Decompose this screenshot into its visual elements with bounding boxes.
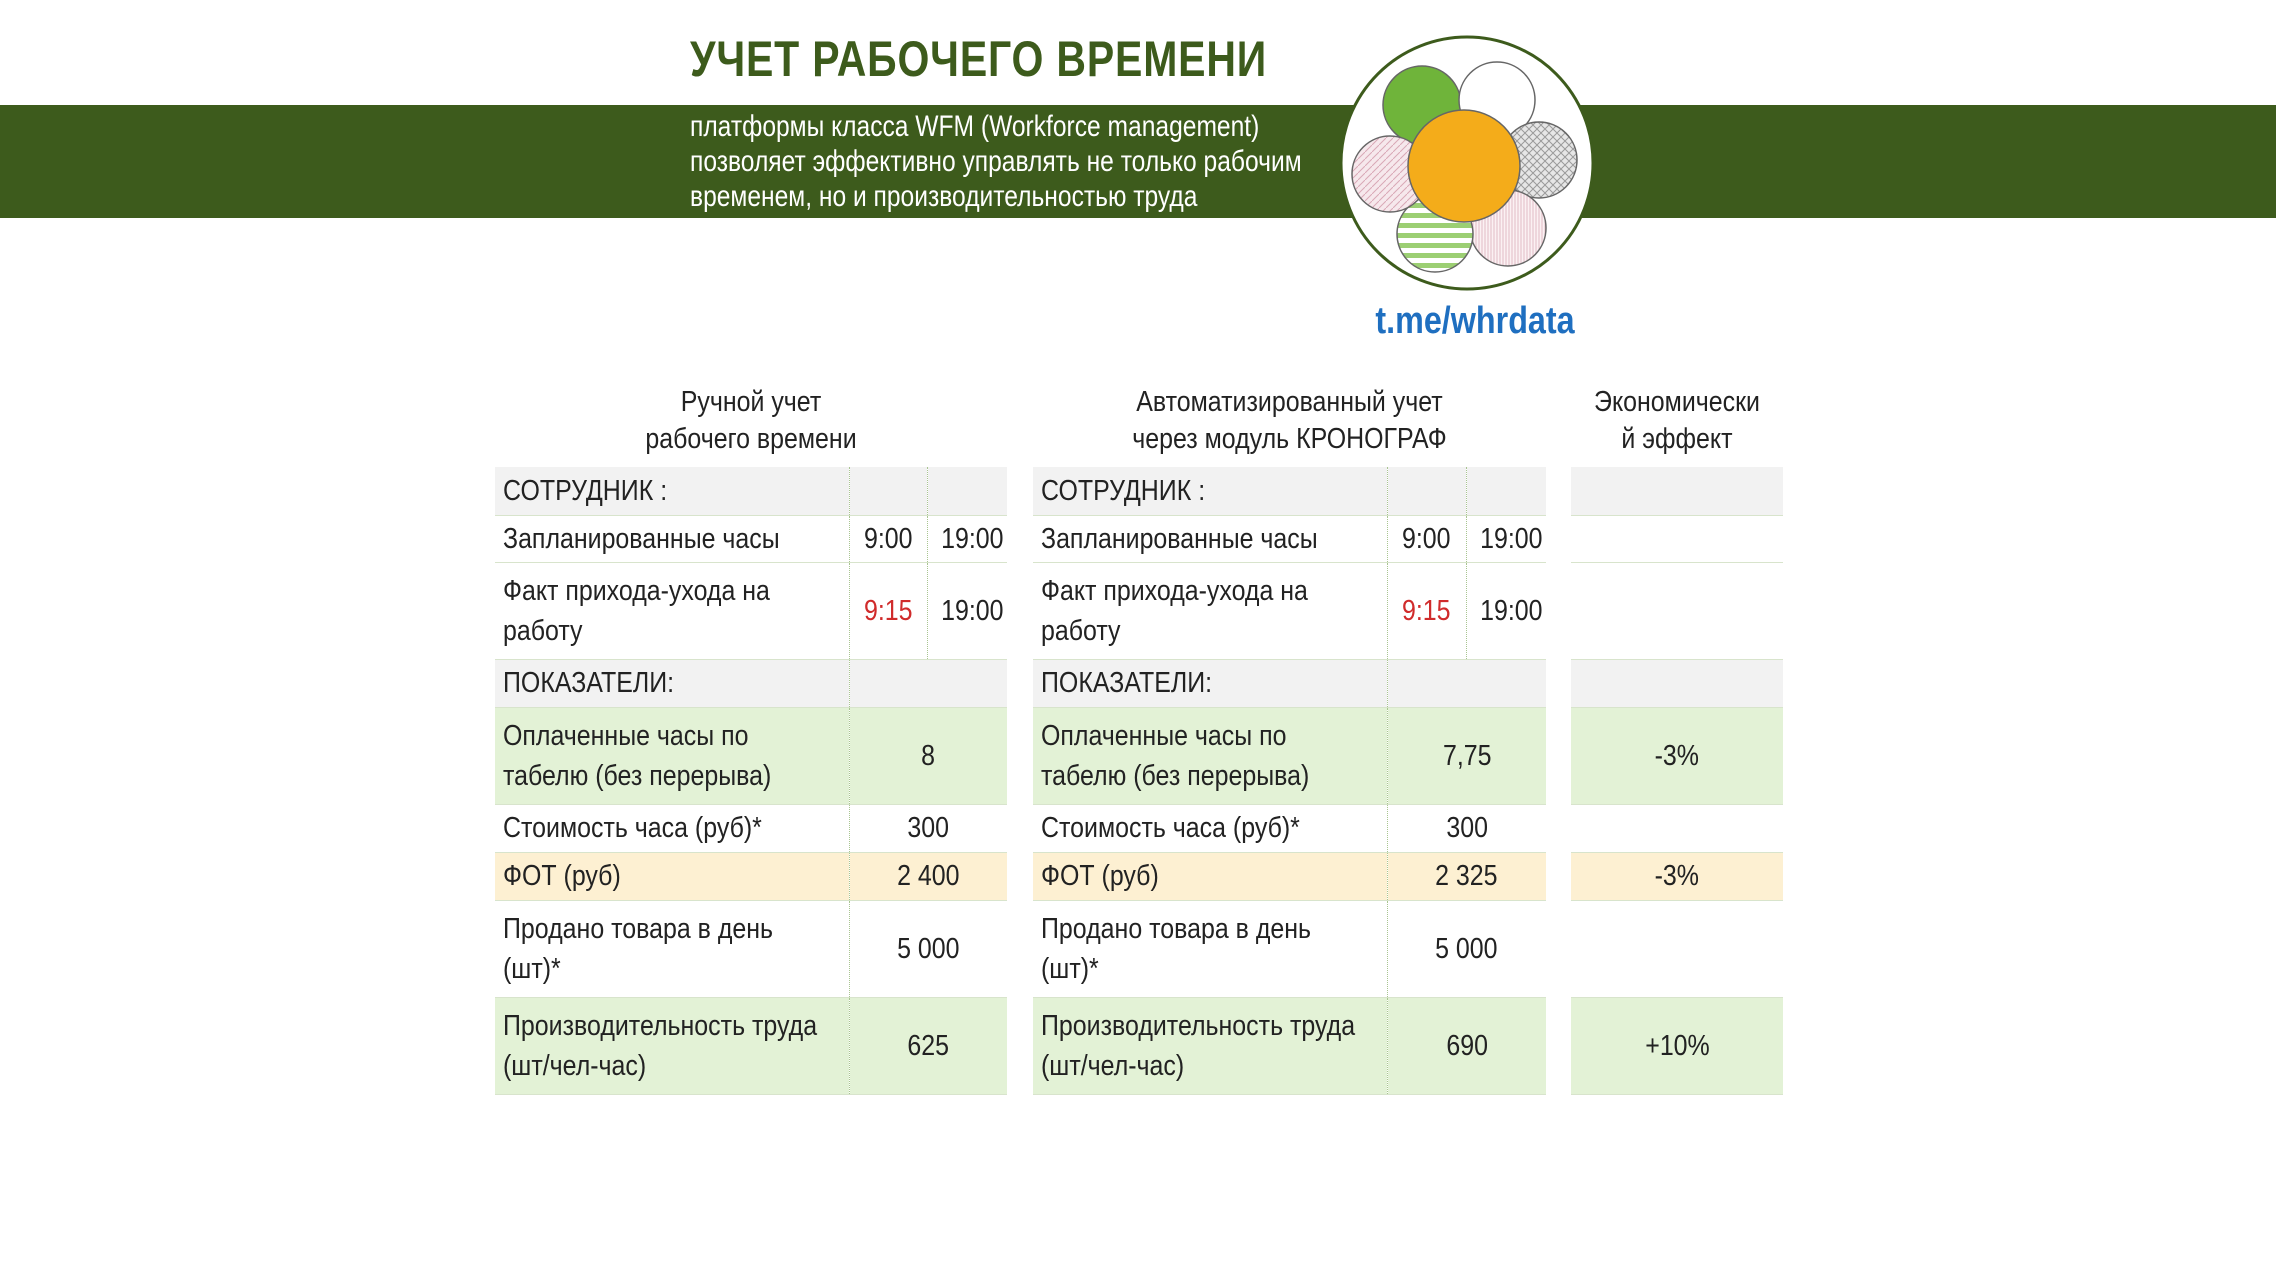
table-row: [1033, 804, 1546, 852]
fact-label: Факт прихода-ухода на работу: [1041, 574, 1308, 647]
table-row: [495, 467, 1007, 515]
hour-cost-label: Стоимость часа (руб)*: [1041, 812, 1300, 844]
table-row: [1571, 707, 1783, 804]
indicators-label: ПОКАЗАТЕЛИ:: [503, 667, 675, 699]
table-row: [1033, 707, 1546, 804]
fact-start: 9:15: [863, 594, 913, 627]
table-row: [495, 515, 1007, 562]
fact-end: 19:00: [1479, 594, 1542, 627]
subtitle-line: временем, но и производительностью труда: [690, 180, 1198, 213]
hour-cost-label: Стоимость часа (руб)*: [503, 812, 762, 844]
fot-effect: -3%: [1654, 860, 1700, 892]
sold-value: 5 000: [897, 932, 960, 965]
table-row: [495, 659, 1007, 707]
table-row: [1571, 900, 1783, 997]
table-row: [495, 997, 1007, 1094]
fot-label: ФОТ (руб): [503, 860, 621, 892]
paid-hours-effect: -3%: [1654, 739, 1700, 772]
auto-table: [1033, 467, 1546, 1095]
productivity-value: 690: [1445, 1029, 1488, 1062]
planned-hours-label: Запланированные часы: [1041, 522, 1318, 555]
fact-label: Факт прихода-ухода на работу: [503, 574, 770, 647]
planned-end: 19:00: [940, 522, 1003, 555]
sold-label: Продано товара в день (шт)*: [1041, 912, 1312, 985]
table-row: [1571, 852, 1783, 900]
table-row: [1571, 804, 1783, 852]
paid-hours-label: Оплаченные часы по табелю (без перерыва): [1041, 719, 1310, 792]
table-row: [1571, 997, 1783, 1094]
fot-value: 2 325: [1435, 860, 1498, 892]
page-title: УЧЕТ РАБОЧЕГО ВРЕМЕНИ: [690, 31, 1268, 87]
paid-hours-label: Оплаченные часы по табелю (без перерыва): [503, 719, 772, 792]
productivity-label: Производительность труда (шт/чел-час): [1041, 1009, 1356, 1082]
planned-end: 19:00: [1479, 522, 1542, 555]
planned-start: 9:00: [1402, 522, 1451, 555]
fact-start: 9:15: [1402, 594, 1451, 627]
indicators-label: ПОКАЗАТЕЛИ:: [1041, 667, 1213, 699]
table-row: [1033, 852, 1546, 900]
table-row: [1033, 467, 1546, 515]
productivity-value: 625: [907, 1029, 950, 1062]
productivity-label: Производительность труда (шт/чел-час): [503, 1009, 818, 1082]
flower-logo-icon: [1337, 33, 1597, 293]
table-row: [1033, 659, 1546, 707]
paid-hours-value: 7,75: [1442, 739, 1492, 772]
hour-cost-value: 300: [907, 812, 950, 844]
productivity-effect: +10%: [1644, 1029, 1710, 1062]
table-row: [1571, 515, 1783, 562]
table-row: [495, 852, 1007, 900]
planned-start: 9:00: [863, 522, 913, 555]
planned-hours-label: Запланированные часы: [503, 522, 780, 555]
manual-table: [495, 467, 1007, 1095]
sold-value: 5 000: [1435, 932, 1498, 965]
sold-label: Продано товара в день (шт)*: [503, 912, 774, 985]
table-row: [1571, 659, 1783, 707]
fact-end: 19:00: [940, 594, 1003, 627]
page-subtitle: [690, 109, 1313, 214]
table-row: [495, 562, 1007, 659]
telegram-link[interactable]: t.me/whrdata: [1375, 300, 1575, 342]
employee-label: СОТРУДНИК :: [503, 474, 668, 507]
table-row: [1033, 515, 1546, 562]
effect-column-header: Экономически й эффект: [1594, 386, 1760, 455]
table-row: [1571, 562, 1783, 659]
table-row: [1033, 562, 1546, 659]
manual-column-header: Ручной учет рабочего времени: [645, 386, 857, 455]
table-row: [495, 804, 1007, 852]
hour-cost-value: 300: [1445, 812, 1488, 844]
table-row: [495, 900, 1007, 997]
employee-label: СОТРУДНИК :: [1041, 474, 1206, 507]
paid-hours-value: 8: [921, 739, 936, 772]
table-row: [495, 707, 1007, 804]
subtitle-line: платформы класса WFM (Workforce management): [690, 110, 1260, 143]
table-row: [1571, 467, 1783, 515]
fot-label: ФОТ (руб): [1041, 860, 1159, 892]
table-row: [1033, 900, 1546, 997]
subtitle-line: позволяет эффективно управлять не только рабочим: [690, 145, 1302, 178]
auto-column-header: Автоматизированный учет через модуль КРОНОГРАФ: [1132, 386, 1447, 455]
fot-value: 2 400: [897, 860, 960, 892]
effect-table: [1571, 467, 1783, 1095]
table-row: [1033, 997, 1546, 1094]
